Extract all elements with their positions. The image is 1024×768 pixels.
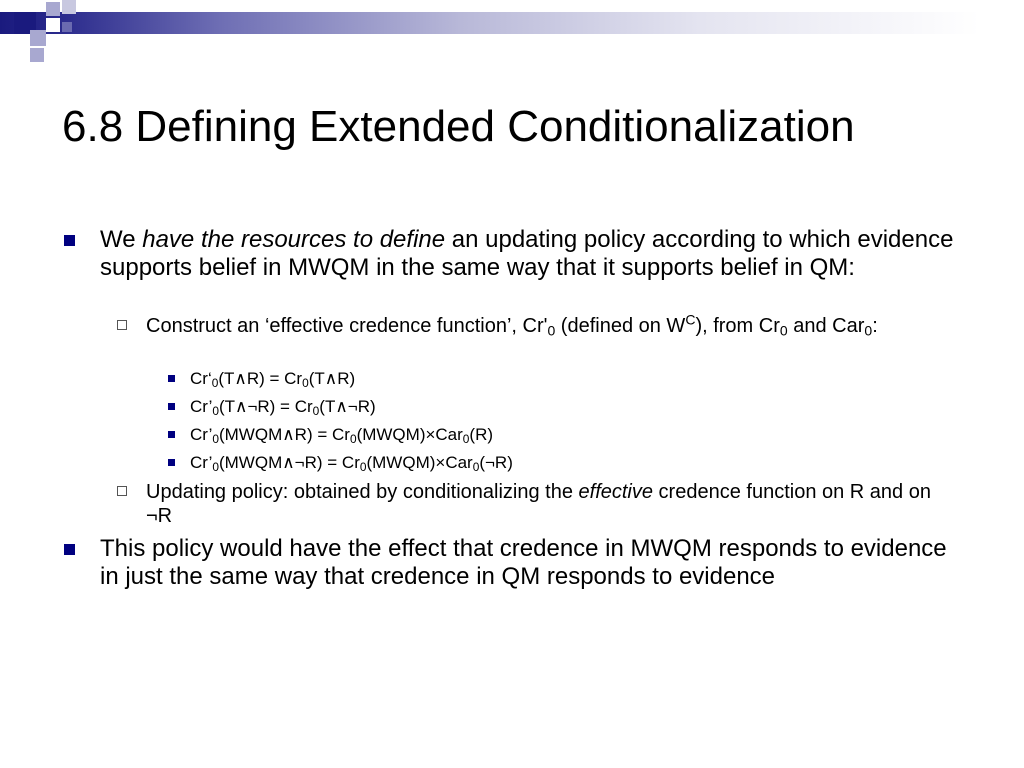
- equation-item-4: $Cr’_0(MWQM\wedge\neg R)$ = $Cr_0(MWQM)\times Car_0(\neg R)$: [190, 453, 890, 473]
- equation-item-2: $Cr’_0(T\wedge\neg R)$ = $Cr_0(T\wedge\neg R)$: [190, 397, 890, 417]
- square-bullet-icon: [168, 459, 175, 466]
- corner-square-5: [46, 18, 60, 32]
- corner-square-6: [62, 22, 72, 32]
- bullet-item-1: We have the resources to define an updating policy according to which evidence supports belief in MWQM in the same way that it supports belief in QM:: [100, 226, 970, 282]
- equation-item-3: $Cr’_0(MWQM\wedge R)$ = $Cr_0(MWQM)\times Car_0(R)$: [190, 425, 890, 445]
- corner-square-7: [30, 48, 44, 62]
- square-bullet-icon: [64, 544, 75, 555]
- square-bullet-icon: [168, 431, 175, 438]
- hollow-square-bullet-icon: [117, 486, 127, 496]
- square-bullet-icon: [168, 403, 175, 410]
- header-band: [0, 12, 1024, 34]
- corner-square-3: [62, 0, 76, 14]
- corner-square-2: [46, 2, 60, 16]
- slide-title: 6.8 Defining Extended Conditionalization: [62, 102, 855, 151]
- sub-bullet-item-2: Updating policy: obtained by conditionalizing the effective credence function on R and on ¬R: [146, 480, 946, 528]
- sub-bullet-item-1: Construct an ‘effective credence function’, $Cr'_0$ (defined on $W^C$), from $Cr_0$ and Car$_0$:: [146, 314, 946, 338]
- bullet-item-2: This policy would have the effect that credence in MWQM responds to evidence in just the same way that credence in QM responds to evidence: [100, 535, 970, 591]
- hollow-square-bullet-icon: [117, 320, 127, 330]
- corner-square-4: [30, 30, 46, 46]
- square-bullet-icon: [64, 235, 75, 246]
- equation-item-1: $Cr‘_0(T\wedge R)$ = $Cr_0(T\wedge R)$: [190, 369, 890, 389]
- square-bullet-icon: [168, 375, 175, 382]
